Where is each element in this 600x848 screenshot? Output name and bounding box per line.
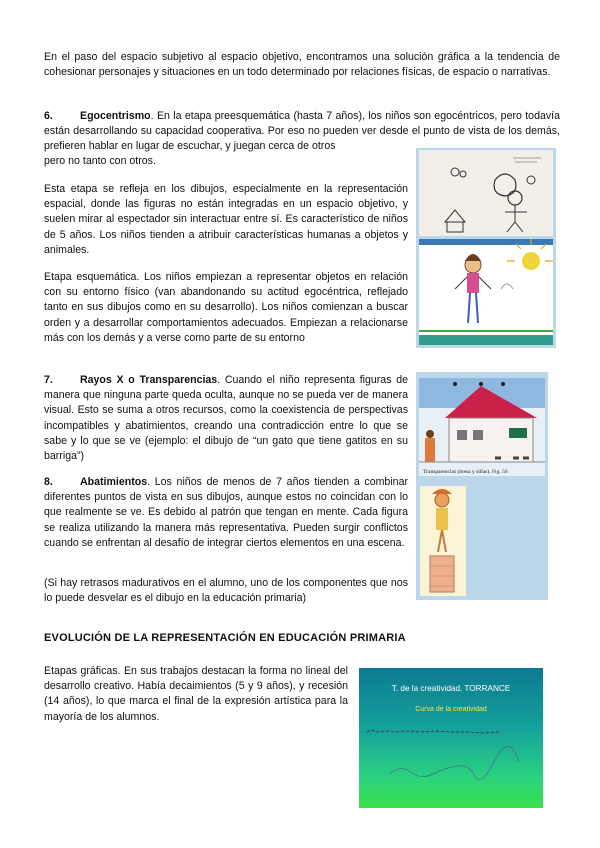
note-paragraph: (Si hay retrasos madurativos en el alumno, uno de los componentes que nos lo puede desvelar es el dibujo en la educación primaria) [44, 577, 408, 605]
section-6-title: Egocentrismo [80, 110, 151, 122]
figure-torrance-slide [359, 668, 543, 808]
slide-subtitle: Curva de la creatividad [415, 706, 487, 713]
transparency-caption: Transparencias (mesa y sillas). Fig. 56 [423, 469, 508, 475]
section-7-number: 7. [44, 374, 53, 386]
section-7-title: Rayos X o Transparencias [80, 374, 218, 386]
section-8-text: . Los niños de menos de 7 años tienden a combinar diferentes puntos de vista en sus dibujos, aunque estos no coincidan con lo que realmente se ve. Es debido al patrón que tengan en mente. Cada figura se realiza utilizando la manera más representativa. Pueden surgir conflictos cuando se enfrentan al desafío de integrar ciertos elementos en una escena. [44, 476, 408, 549]
section-7-paragraph [44, 373, 408, 464]
section-6-number: 6. [44, 110, 53, 122]
creativity-curve [359, 668, 543, 808]
figure-abatement-drawing [420, 486, 466, 596]
section-8-number: 8. [44, 476, 53, 488]
intro-paragraph: En el paso del espacio subjetivo al espacio objetivo, encontramos una solución gráfica a la tendencia de cohesionar personajes y situaciones en un todo determinado por relaciones físicas, de espacio o narrativas. [44, 51, 560, 79]
slide-title: T. de la creatividad. TORRANCE [391, 684, 511, 693]
schematic-paragraph: Etapa esquemática. Los niños empiezan a representar objetos en relación con su entorno físico (van abandonando su actitud egocéntrica, reflejado tanto en sus dibujos como en su desarrollo). Los niños comienzan a buscar orden y a desarrollar comportamientos adecuados. Empiezan a relacionarse más con los demás y a verse como parte de su entorno [44, 271, 408, 344]
figure-egocentric-drawing [419, 150, 553, 236]
section-6-text: . En la etapa preesquemática (hasta 7 años), los niños son egocéntricos, pero todavía están desarrollando su capacidad cooperativa. Por eso no pueden ver desde el punto de vista de los demás, prefieren hablar en lugar de escuchar, y juegan cerca de otros [44, 110, 560, 153]
section-8-title: Abatimientos [80, 476, 148, 488]
section-8-paragraph [44, 475, 408, 551]
section-7-text: . Cuando el niño representa figuras de manera que ninguna parte queda oculta, aunque no se pueda ver de manera visual. Esto se suma a otros recursos, como la coexistencia de perspectivas incompatibles y abatimientos, creando una contradicción entre lo que se sabe y lo que se ve (ejemplo: el dibujo de “un gato que tiene gatitos en su barriga”) [44, 374, 408, 463]
graphic-stages-paragraph: Etapas gráficas. En sus trabajos destacan la forma no lineal del desarrollo creativo. Había decaimientos (5 y 9 años), y recesión (14 años), lo que marca el final de la expresión artística para la mayoría de los alumnos. [44, 665, 348, 723]
figure-schematic-drawing [419, 239, 553, 345]
stage-paragraph: Esta etapa se refleja en los dibujos, especialmente en la representación espacial, donde las figuras no están integradas en un espacio objetivo, y suelen mirar al espectador sin interactuar entre sí. Es característico de niños de 5 años. Los niños tienden a atribuir características humanas a objetos y animales. [44, 183, 408, 256]
section-heading: EVOLUCIÓN DE LA REPRESENTACIÓN EN EDUCACIÓN PRIMARIA [44, 632, 406, 644]
figure-transparency-drawing [419, 378, 545, 476]
section-6-end: pero no tanto con otros. [44, 155, 156, 167]
